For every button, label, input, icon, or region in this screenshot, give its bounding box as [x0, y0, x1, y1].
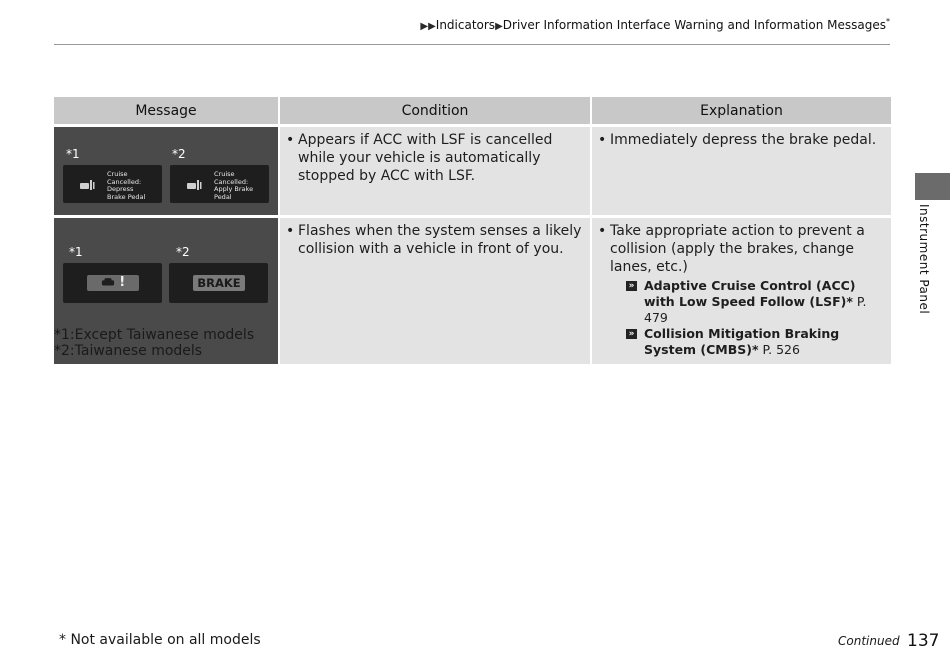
explanation-text: Immediately depress the brake pedal.	[610, 132, 877, 148]
explanation-cell	[592, 218, 891, 364]
condition-bullet	[286, 131, 584, 185]
section-label: Instrument Panel	[917, 204, 931, 315]
table-header-row	[54, 97, 891, 124]
reference-page[interactable]: P. 526	[762, 342, 800, 357]
reference-mark: *	[846, 294, 853, 309]
bullet-icon: •	[598, 223, 607, 239]
breadcrumb-arrow-icon: ▶▶	[420, 21, 436, 32]
cruise-car-icon	[186, 179, 202, 191]
display-panel-taiwan	[169, 263, 268, 303]
message-image-cell	[54, 127, 278, 215]
table-row	[54, 127, 891, 215]
model-tag: *1	[66, 147, 80, 161]
footnote: *1:Except Taiwanese models	[54, 327, 255, 343]
badge-text: !	[119, 275, 126, 290]
explanation-bullet	[598, 222, 885, 276]
panel-message-text	[214, 171, 253, 201]
column-header: Message	[54, 97, 278, 124]
panel-message-text	[107, 171, 145, 201]
breadcrumb-arrow-icon: ▶	[495, 21, 503, 32]
explanation-text: Take appropriate action to prevent a collision (apply the brakes, change lanes, etc.)	[610, 223, 865, 275]
condition-text: Flashes when the system senses a likely collision with a vehicle in front of you.	[298, 223, 582, 257]
model-tag: *1	[69, 245, 83, 259]
explanation-bullet	[598, 131, 885, 149]
section-tab[interactable]	[915, 173, 950, 200]
breadcrumb-item[interactable]: Driver Information Interface Warning and Information Messages	[502, 18, 886, 32]
reference-arrow-icon: »	[626, 281, 637, 291]
panel-line: Cruise	[107, 170, 128, 178]
panel-line: Cancelled:	[214, 177, 249, 186]
cruise-car-icon	[79, 179, 95, 191]
display-panel-except-taiwan	[63, 263, 162, 303]
bullet-icon: •	[286, 223, 295, 239]
reference-title[interactable]: Adaptive Cruise Control (ACC) with Low Speed Follow (LSF)	[644, 278, 856, 309]
panel-line: Pedal	[214, 192, 232, 201]
column-header: Explanation	[592, 97, 891, 124]
footnotes	[54, 327, 254, 359]
panel-line: Brake Pedal	[107, 192, 146, 201]
model-tag: *2	[172, 147, 186, 161]
panel-line: Cancelled:	[107, 177, 142, 186]
breadcrumb-item[interactable]: Indicators	[435, 18, 496, 32]
reference-mark: *	[752, 342, 759, 357]
cross-reference-cmbs[interactable]	[626, 326, 885, 358]
footnote: *2:Taiwanese models	[54, 343, 203, 359]
reference-title[interactable]: Collision Mitigation Braking System (CMBS)	[644, 326, 840, 357]
panel-line: Apply Brake	[214, 185, 254, 193]
breadcrumb-mark: *	[886, 17, 890, 26]
reference-arrow-icon: »	[626, 329, 637, 339]
car-warning-icon	[87, 275, 139, 291]
panel-line: Depress	[107, 185, 134, 193]
brake-badge: BRAKE	[193, 275, 245, 291]
breadcrumb	[420, 17, 890, 32]
bullet-icon: •	[598, 132, 607, 148]
header-rule	[54, 44, 890, 45]
condition-text: Appears if ACC with LSF is cancelled while your vehicle is automatically stopped by ACC with LSF.	[298, 132, 553, 184]
bullet-icon: •	[286, 132, 295, 148]
cross-reference-acc[interactable]	[626, 278, 885, 326]
car-icon	[101, 277, 115, 287]
condition-cell	[280, 127, 590, 215]
display-panel-except-taiwan	[63, 165, 162, 203]
continued-label: Continued	[838, 634, 900, 648]
model-tag: *2	[176, 245, 190, 259]
page-number: 137	[907, 631, 940, 651]
column-header: Condition	[280, 97, 590, 124]
panel-line: Cruise	[214, 170, 235, 178]
reference-page[interactable]: P. 479	[644, 294, 867, 325]
explanation-cell	[592, 127, 891, 215]
condition-bullet	[286, 222, 584, 258]
condition-cell	[280, 218, 590, 364]
display-panel-taiwan	[170, 165, 269, 203]
availability-note: * Not available on all models	[59, 632, 261, 648]
